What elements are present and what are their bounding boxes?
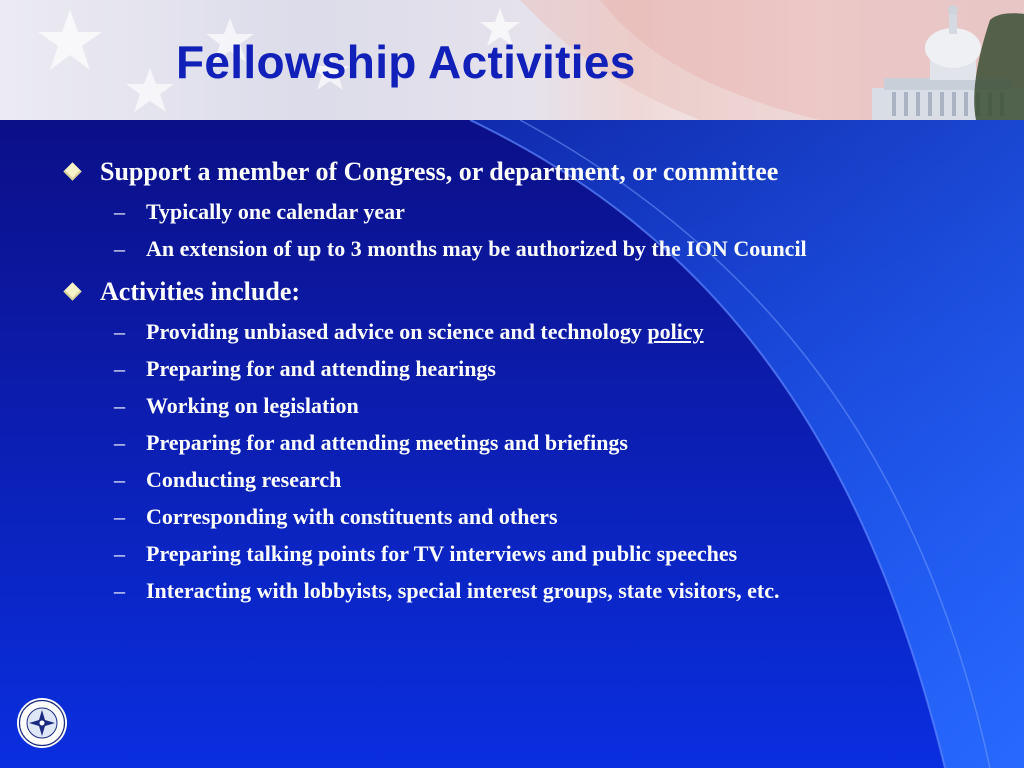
sub-bullet-text: Preparing for and attending meetings and briefings [146, 430, 628, 455]
sub-bullet-text: Corresponding with constituents and others [146, 504, 558, 529]
diamond-bullet-icon [63, 282, 81, 300]
bullet-item [64, 154, 964, 190]
bullet-text: Activities include: [100, 277, 301, 306]
sub-bullet-item [64, 427, 964, 458]
sub-bullet-item [64, 464, 964, 495]
sub-bullet-item [64, 390, 964, 421]
sub-bullet-text: Typically one calendar year [146, 199, 405, 224]
sub-bullet-item [64, 233, 964, 264]
sub-bullet-text: Preparing talking points for TV interviews and public speeches [146, 541, 738, 566]
sub-bullet-text: Preparing for and attending hearings [146, 356, 496, 381]
dash-bullet-icon: – [114, 467, 125, 492]
dash-bullet-icon: – [114, 504, 125, 529]
sub-bullet-text: An extension of up to 3 months may be authorized by the ION Council [146, 236, 807, 261]
sub-bullet-item [64, 501, 964, 532]
policy-link[interactable]: policy [647, 319, 704, 344]
slide-title: Fellowship Activities [176, 36, 636, 88]
bullet-text: Support a member of Congress, or department, or committee [100, 157, 779, 186]
institute-of-navigation-seal-icon [16, 697, 68, 749]
bullet-item [64, 274, 964, 310]
dash-bullet-icon: – [114, 541, 125, 566]
diamond-bullet-icon [63, 162, 81, 180]
sub-bullet-item [64, 316, 964, 347]
dash-bullet-icon: – [114, 356, 125, 381]
dash-bullet-icon: – [114, 236, 125, 261]
dash-bullet-icon: – [114, 319, 125, 344]
dash-bullet-icon: – [114, 578, 125, 603]
sub-bullet-text: Conducting research [146, 467, 342, 492]
sub-bullet-item [64, 353, 964, 384]
header-banner [0, 0, 1024, 120]
sub-bullet-text: Working on legislation [146, 393, 359, 418]
dash-bullet-icon: – [114, 199, 125, 224]
dash-bullet-icon: – [114, 430, 125, 455]
sub-bullet-item [64, 575, 964, 606]
sub-bullet-item [64, 196, 964, 227]
sub-bullet-text: Interacting with lobbyists, special interest groups, state visitors, etc. [146, 578, 780, 603]
sub-bullet-item [64, 538, 964, 569]
slide-body [64, 148, 964, 606]
sub-bullet-text: Providing unbiased advice on science and technology [146, 319, 648, 344]
dash-bullet-icon: – [114, 393, 125, 418]
